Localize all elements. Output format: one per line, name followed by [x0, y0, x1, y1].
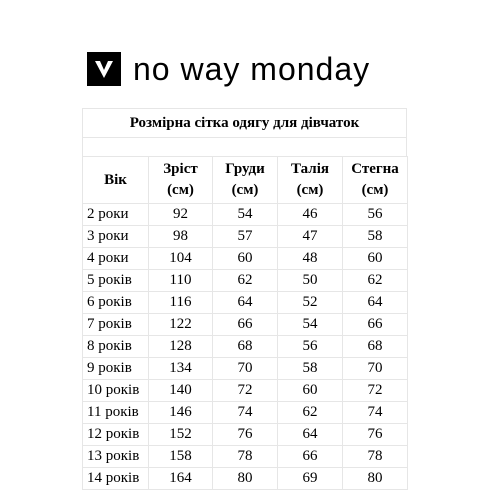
height-cell: 122 [149, 314, 213, 336]
size-chart [82, 108, 407, 490]
waist-cell: 56 [278, 336, 343, 358]
waist-cell: 48 [278, 248, 343, 270]
hips-cell: 80 [343, 468, 408, 490]
header-row [83, 157, 408, 204]
hips-cell: 76 [343, 424, 408, 446]
hips-cell: 58 [343, 226, 408, 248]
table-row [83, 468, 408, 490]
height-cell: 104 [149, 248, 213, 270]
waist-cell: 60 [278, 380, 343, 402]
age-cell: 11 років [83, 402, 149, 424]
waist-cell: 47 [278, 226, 343, 248]
waist-cell: 54 [278, 314, 343, 336]
waist-cell: 52 [278, 292, 343, 314]
chest-cell: 66 [213, 314, 278, 336]
table-title: Розмірна сітка одягу для дівчаток [82, 108, 407, 137]
chest-cell: 76 [213, 424, 278, 446]
waist-cell: 46 [278, 204, 343, 226]
table-row [83, 292, 408, 314]
height-cell: 146 [149, 402, 213, 424]
waist-cell: 62 [278, 402, 343, 424]
column-header-age: Вік [83, 157, 149, 204]
chest-cell: 64 [213, 292, 278, 314]
column-header-hips: Стегна (см) [343, 157, 408, 204]
age-cell: 9 років [83, 358, 149, 380]
table-row [83, 380, 408, 402]
table-row [83, 270, 408, 292]
table-row [83, 402, 408, 424]
waist-cell: 58 [278, 358, 343, 380]
chest-cell: 57 [213, 226, 278, 248]
age-cell: 14 років [83, 468, 149, 490]
column-header-waist: Талія (см) [278, 157, 343, 204]
table-row [83, 358, 408, 380]
chest-cell: 60 [213, 248, 278, 270]
hips-cell: 64 [343, 292, 408, 314]
height-cell: 158 [149, 446, 213, 468]
age-cell: 3 роки [83, 226, 149, 248]
age-cell: 2 роки [83, 204, 149, 226]
height-cell: 128 [149, 336, 213, 358]
chest-cell: 54 [213, 204, 278, 226]
waist-cell: 64 [278, 424, 343, 446]
height-cell: 110 [149, 270, 213, 292]
chest-cell: 78 [213, 446, 278, 468]
column-header-height: Зріст (см) [149, 157, 213, 204]
height-cell: 92 [149, 204, 213, 226]
table-row [83, 204, 408, 226]
waist-cell: 69 [278, 468, 343, 490]
table-row [83, 446, 408, 468]
height-cell: 98 [149, 226, 213, 248]
hips-cell: 62 [343, 270, 408, 292]
brand-name: no way monday [133, 51, 371, 87]
size-table [82, 156, 408, 490]
height-cell: 134 [149, 358, 213, 380]
hips-cell: 70 [343, 358, 408, 380]
chest-cell: 72 [213, 380, 278, 402]
age-cell: 12 років [83, 424, 149, 446]
table-row [83, 424, 408, 446]
hips-cell: 74 [343, 402, 408, 424]
height-cell: 140 [149, 380, 213, 402]
age-cell: 8 років [83, 336, 149, 358]
chest-cell: 74 [213, 402, 278, 424]
table-row [83, 314, 408, 336]
hips-cell: 56 [343, 204, 408, 226]
age-cell: 13 років [83, 446, 149, 468]
height-cell: 116 [149, 292, 213, 314]
table-row [83, 336, 408, 358]
spacer-row [82, 137, 407, 156]
age-cell: 7 років [83, 314, 149, 336]
hips-cell: 68 [343, 336, 408, 358]
age-cell: 10 років [83, 380, 149, 402]
waist-cell: 50 [278, 270, 343, 292]
column-header-chest: Груди (см) [213, 157, 278, 204]
age-cell: 5 років [83, 270, 149, 292]
hips-cell: 78 [343, 446, 408, 468]
hips-cell: 60 [343, 248, 408, 270]
height-cell: 164 [149, 468, 213, 490]
brand-logo [87, 52, 370, 86]
waist-cell: 66 [278, 446, 343, 468]
table-row [83, 226, 408, 248]
chest-cell: 80 [213, 468, 278, 490]
v-chevron-logo-icon [87, 52, 121, 86]
chest-cell: 70 [213, 358, 278, 380]
hips-cell: 72 [343, 380, 408, 402]
height-cell: 152 [149, 424, 213, 446]
table-row [83, 248, 408, 270]
chest-cell: 68 [213, 336, 278, 358]
age-cell: 4 роки [83, 248, 149, 270]
age-cell: 6 років [83, 292, 149, 314]
hips-cell: 66 [343, 314, 408, 336]
chest-cell: 62 [213, 270, 278, 292]
